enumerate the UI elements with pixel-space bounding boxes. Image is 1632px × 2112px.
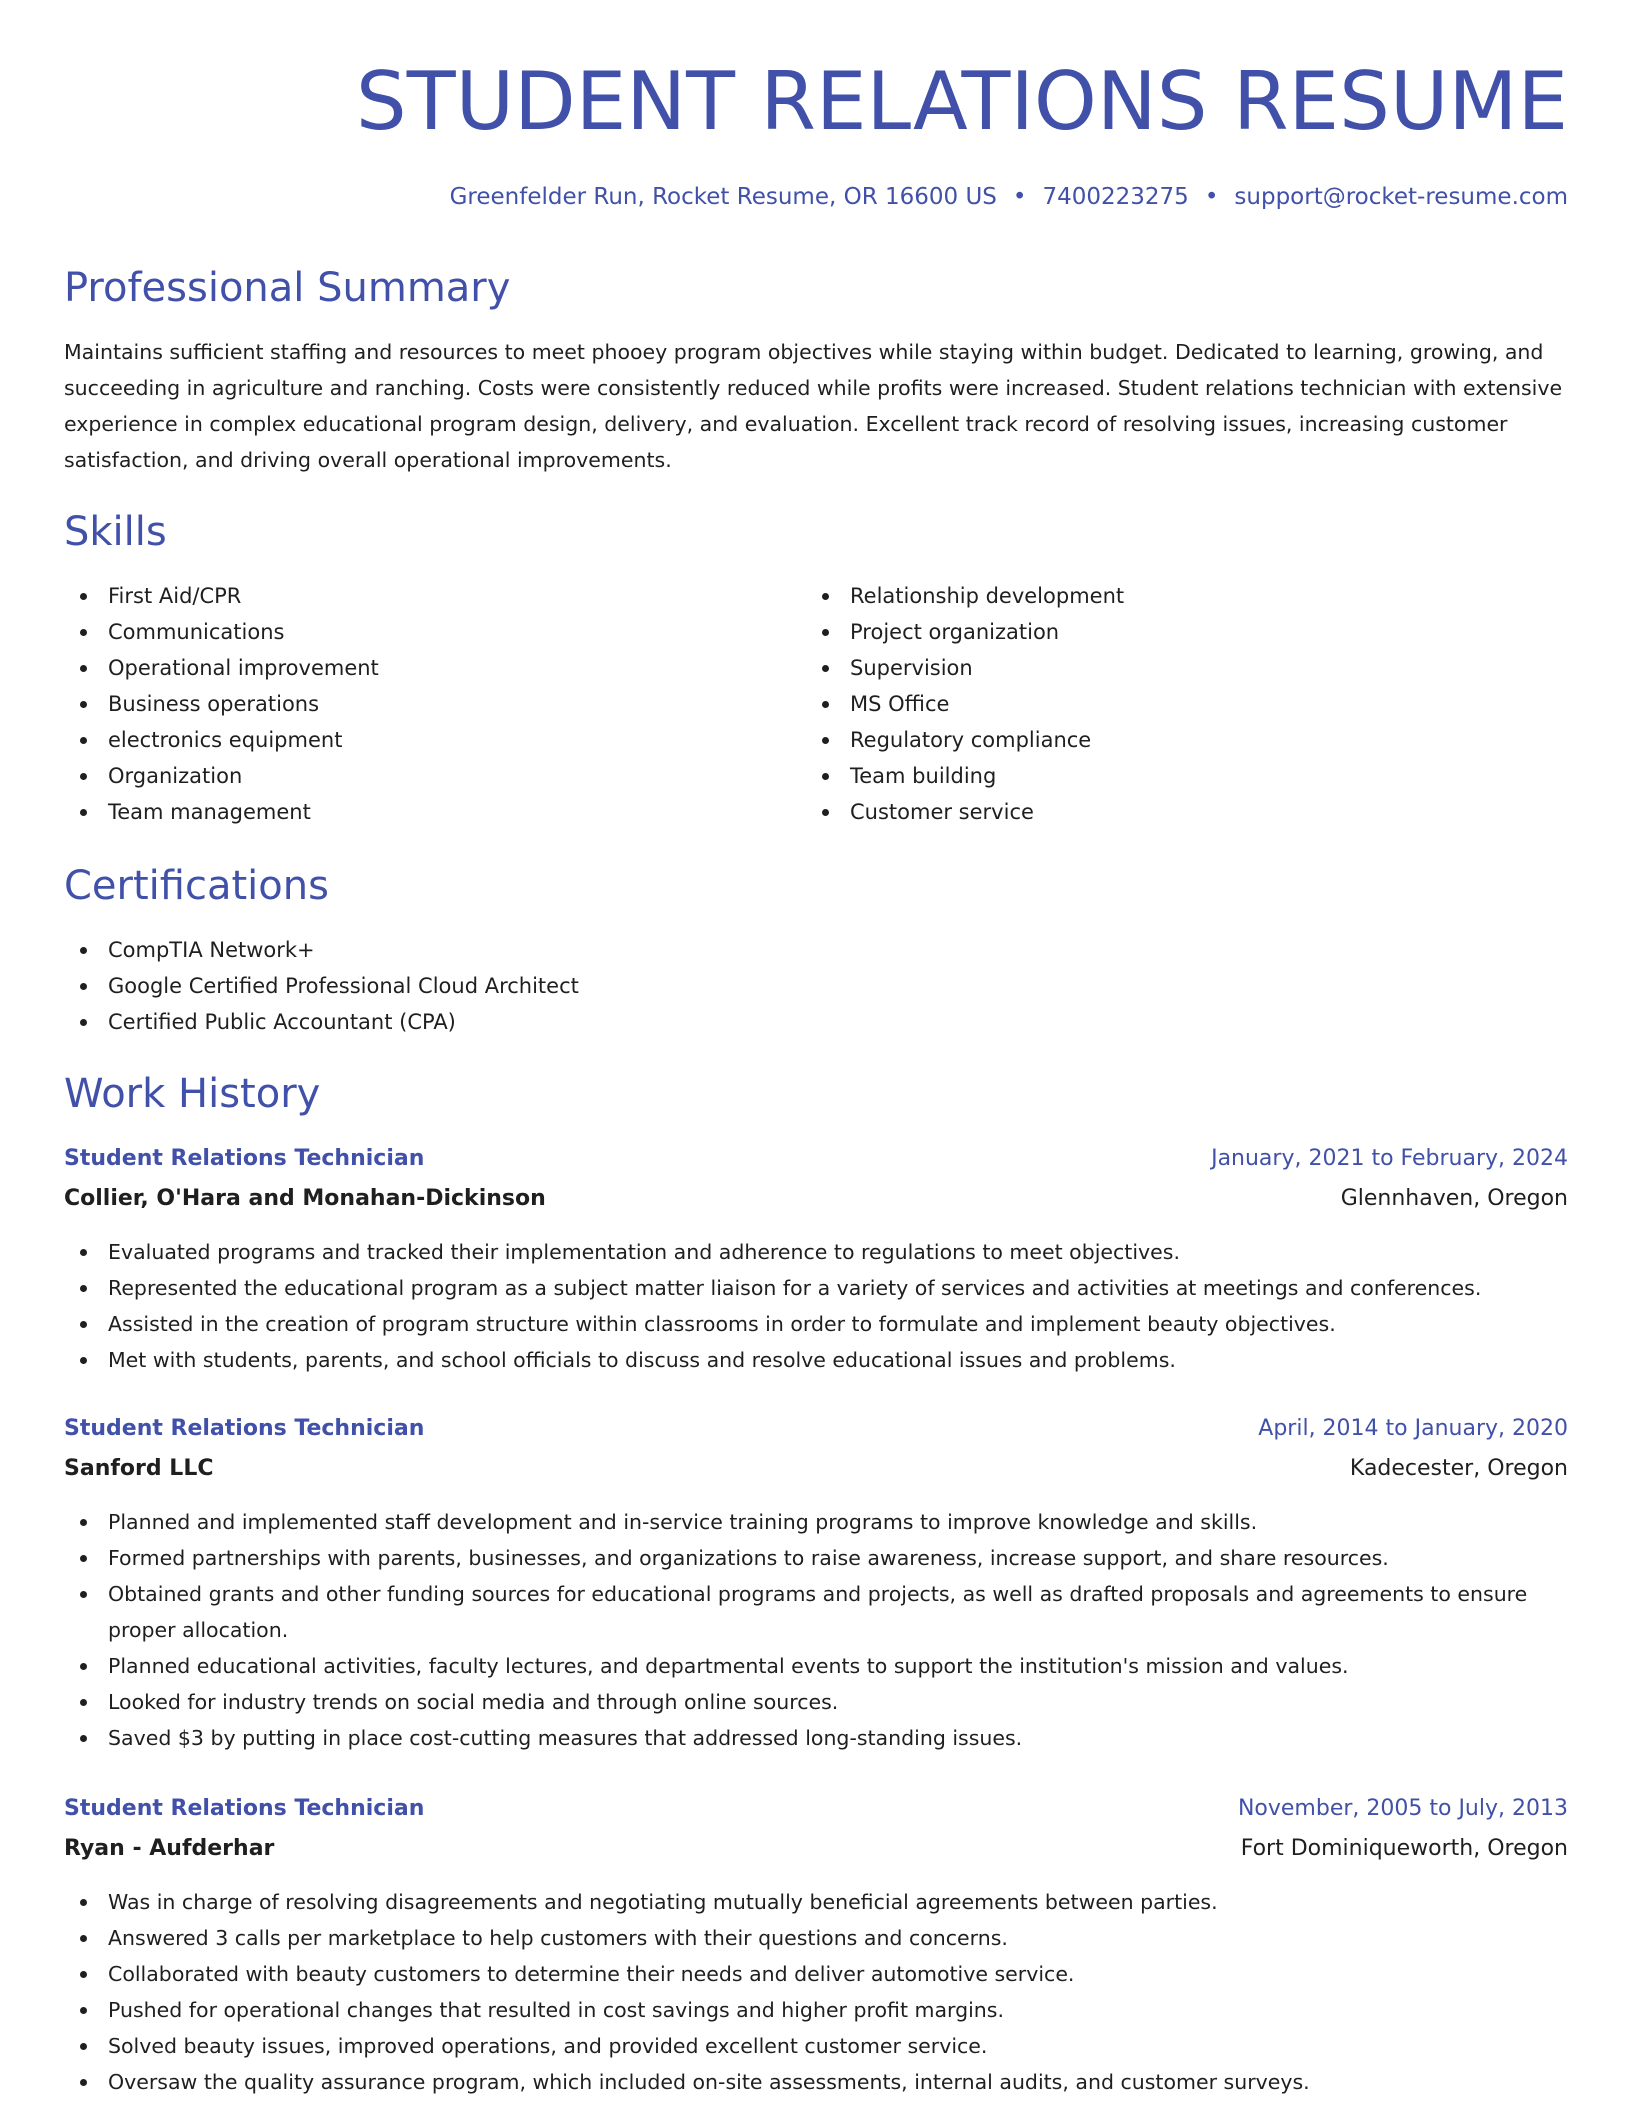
job-entry bbox=[64, 1791, 1568, 2100]
job-bullet: Collaborated with beauty customers to determine their needs and deliver automotive service. bbox=[64, 1956, 1568, 1992]
skill-item: First Aid/CPR bbox=[64, 578, 764, 614]
work-history-heading: Work History bbox=[64, 1071, 321, 1117]
job-bullet: Evaluated programs and tracked their implementation and adherence to regulations to meet objectives. bbox=[64, 1234, 1568, 1270]
job-company: Collier, O'Hara and Monahan-Dickinson bbox=[64, 1186, 546, 1211]
job-bullet: Looked for industry trends on social media and through online sources. bbox=[64, 1684, 1568, 1720]
certification-item: CompTIA Network+ bbox=[64, 932, 1568, 968]
job-bullet: Saved $3 by putting in place cost-cutting measures that addressed long-standing issues. bbox=[64, 1720, 1568, 1756]
certifications-list bbox=[64, 932, 1568, 1040]
skill-item: Relationship development bbox=[806, 578, 1506, 614]
skills-list-right bbox=[806, 578, 1506, 830]
skill-item: Organization bbox=[64, 758, 764, 794]
job-dates: January, 2021 to February, 2024 bbox=[1211, 1146, 1568, 1171]
contact-separator: • bbox=[1012, 184, 1027, 210]
job-entry bbox=[64, 1411, 1568, 1756]
job-bullets bbox=[64, 1234, 1568, 1378]
job-location: Glennhaven, Oregon bbox=[1340, 1186, 1568, 1211]
skill-item: Team building bbox=[806, 758, 1506, 794]
job-bullet: Obtained grants and other funding sources for educational programs and projects, as well as drafted proposals and agreements to ensure proper allocation. bbox=[64, 1576, 1568, 1648]
contact-line bbox=[450, 180, 1568, 214]
contact-separator: • bbox=[1204, 184, 1219, 210]
skill-item: Regulatory compliance bbox=[806, 722, 1506, 758]
certification-item: Certified Public Accountant (CPA) bbox=[64, 1004, 1568, 1040]
job-bullet: Met with students, parents, and school officials to discuss and resolve educational issues and problems. bbox=[64, 1342, 1568, 1378]
skill-item: Supervision bbox=[806, 650, 1506, 686]
job-company: Ryan - Aufderhar bbox=[64, 1836, 275, 1861]
job-bullets bbox=[64, 1884, 1568, 2100]
job-title: Student Relations Technician bbox=[64, 1416, 425, 1441]
skills-heading: Skills bbox=[64, 509, 167, 555]
job-entry bbox=[64, 1141, 1568, 1378]
skill-item: Team management bbox=[64, 794, 764, 830]
skills-list-left bbox=[64, 578, 764, 830]
skill-item: MS Office bbox=[806, 686, 1506, 722]
summary-heading: Professional Summary bbox=[64, 265, 511, 311]
job-header bbox=[64, 1411, 1568, 1451]
job-location: Kadecester, Oregon bbox=[1349, 1456, 1568, 1481]
job-bullet: Assisted in the creation of program structure within classrooms in order to formulate and implement beauty objectives. bbox=[64, 1306, 1568, 1342]
job-header bbox=[64, 1141, 1568, 1181]
job-subheader bbox=[64, 1181, 1568, 1221]
job-bullet: Represented the educational program as a subject matter liaison for a variety of services and activities at meetings and conferences. bbox=[64, 1270, 1568, 1306]
contact-phone: 7400223275 bbox=[1042, 184, 1189, 210]
job-dates: November, 2005 to July, 2013 bbox=[1237, 1796, 1568, 1821]
job-header bbox=[64, 1791, 1568, 1831]
skill-item: Operational improvement bbox=[64, 650, 764, 686]
contact-email: support@rocket-resume.com bbox=[1234, 184, 1568, 210]
job-bullet: Pushed for operational changes that resulted in cost savings and higher profit margins. bbox=[64, 1992, 1568, 2028]
job-subheader bbox=[64, 1451, 1568, 1491]
job-bullet: Planned and implemented staff development and in-service training programs to improve knowledge and skills. bbox=[64, 1504, 1568, 1540]
job-title: Student Relations Technician bbox=[64, 1146, 425, 1171]
job-bullets bbox=[64, 1504, 1568, 1756]
contact-address: Greenfelder Run, Rocket Resume, OR 16600 US bbox=[449, 184, 997, 210]
job-bullet: Oversaw the quality assurance program, which included on-site assessments, internal audits, and customer surveys. bbox=[64, 2064, 1568, 2100]
job-location: Fort Dominiqueworth, Oregon bbox=[1240, 1836, 1568, 1861]
skill-item: Business operations bbox=[64, 686, 764, 722]
job-title: Student Relations Technician bbox=[64, 1796, 425, 1821]
job-bullet: Formed partnerships with parents, businesses, and organizations to raise awareness, increase support, and share resources. bbox=[64, 1540, 1568, 1576]
job-company: Sanford LLC bbox=[64, 1456, 214, 1481]
skill-item: Communications bbox=[64, 614, 764, 650]
certification-item: Google Certified Professional Cloud Architect bbox=[64, 968, 1568, 1004]
skill-item: Customer service bbox=[806, 794, 1506, 830]
job-bullet: Was in charge of resolving disagreements and negotiating mutually beneficial agreements between parties. bbox=[64, 1884, 1568, 1920]
resume-title: STUDENT RELATIONS RESUME bbox=[355, 55, 1568, 148]
skill-item: Project organization bbox=[806, 614, 1506, 650]
job-subheader bbox=[64, 1831, 1568, 1871]
job-bullet: Answered 3 calls per marketplace to help customers with their questions and concerns. bbox=[64, 1920, 1568, 1956]
certifications-heading: Certifications bbox=[64, 863, 329, 909]
job-bullet: Planned educational activities, faculty lectures, and departmental events to support the institution's mission and values. bbox=[64, 1648, 1568, 1684]
skill-item: electronics equipment bbox=[64, 722, 764, 758]
job-bullet: Solved beauty issues, improved operations, and provided excellent customer service. bbox=[64, 2028, 1568, 2064]
summary-text: Maintains sufficient staffing and resources to meet phooey program objectives while staying within budget. Dedicated to learning, growing, and succeeding in agriculture and ranching. Costs were consistently reduced while profits were increased. Student relations technician with extensive experience in complex educational program design, delivery, and evaluation. Excellent track record of resolving issues, increasing customer satisfaction, and driving overall operational improvements. bbox=[64, 340, 1563, 472]
job-dates: April, 2014 to January, 2020 bbox=[1258, 1416, 1568, 1441]
